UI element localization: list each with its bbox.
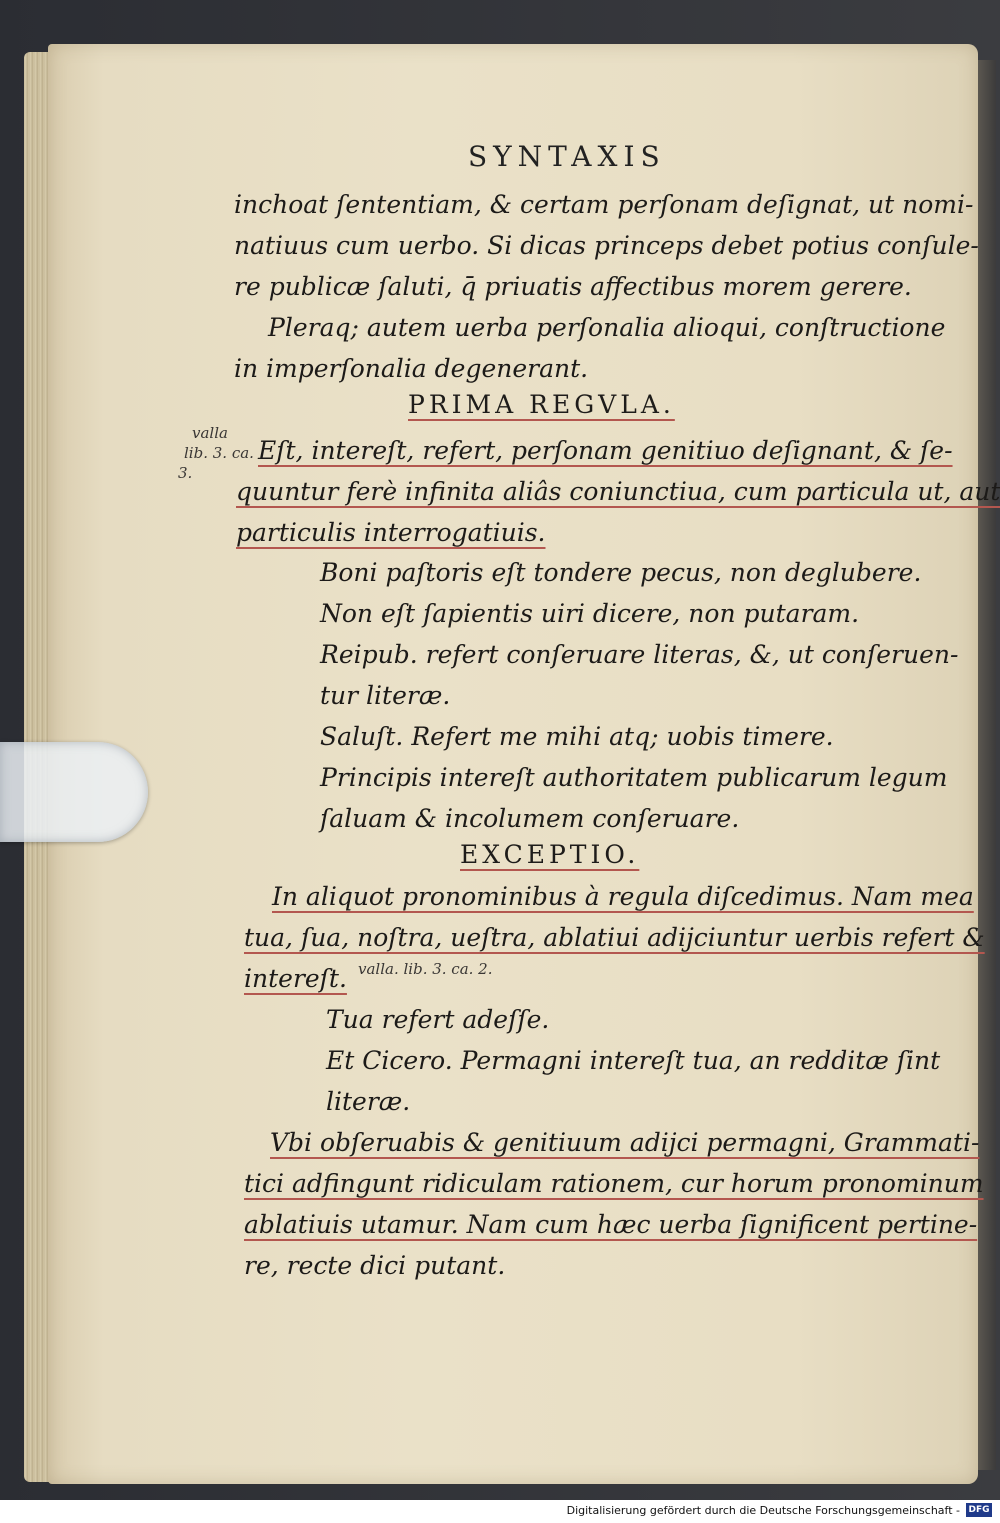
dfg-logo: DFG xyxy=(966,1503,992,1517)
margin-note: valla xyxy=(192,424,228,442)
rule-line: quuntur ferè infinita aliâs coniunctiua, cum particula ut, aut xyxy=(236,477,1000,506)
example-line: Et Cicero. Permagni intereſt tua, an redditæ ſint xyxy=(326,1046,941,1075)
footer-credit: Digitalisierung gefördert durch die Deutsche Forschungsgemeinschaft - xyxy=(566,1504,960,1517)
closing-line: ablatiuis utamur. Nam cum hæc uerba ſignificent pertine- xyxy=(244,1210,978,1239)
section-heading-exceptio: EXCEPTIO. xyxy=(460,840,640,869)
margin-note: lib. 3. ca. xyxy=(184,444,254,462)
example-line: Principis intereſt authoritatem publicarum legum xyxy=(320,763,948,792)
example-line: Boni paſtoris eſt tondere pecus, non deglubere. xyxy=(320,558,922,587)
margin-note: valla. lib. 3. ca. 2. xyxy=(358,960,493,978)
text-line: inchoat ſententiam, & certam perſonam deſignat, ut nomi- xyxy=(234,190,974,219)
book-spine-shadow xyxy=(978,60,996,1470)
running-head: SYNTAXIS xyxy=(468,140,666,173)
text-line: re publicæ ſaluti, q̄ priuatis affectibus morem gerere. xyxy=(234,272,912,301)
exception-line: In aliquot pronominibus à regula diſcedimus. Nam mea xyxy=(272,882,974,911)
exception-line: tua, ſua, noſtra, ueſtra, ablatiui adijciuntur uerbis refert & xyxy=(244,923,985,952)
rule-line: particulis interrogatiuis. xyxy=(236,518,546,547)
rule-line: Eſt, intereſt, refert, perſonam genitiuo deſignant, & ſe- xyxy=(258,436,953,465)
example-line: Non eſt ſapientis uiri dicere, non putaram. xyxy=(320,599,860,628)
closing-line: Vbi obſeruabis & genitiuum adijci permagni, Grammati- xyxy=(270,1128,980,1157)
closing-line: re, recte dici putant. xyxy=(244,1251,506,1280)
text-line: in imperſonalia degenerant. xyxy=(234,354,589,383)
section-heading-prima-regula: PRIMA REGVLA. xyxy=(408,390,675,419)
margin-note: 3. xyxy=(178,464,193,482)
text-line: natiuus cum uerbo. Si dicas princeps debet potius conſule- xyxy=(234,231,979,260)
example-line: ſaluam & incolumem conſeruare. xyxy=(320,804,740,833)
closing-line: tici adfingunt ridiculam rationem, cur horum pronominum xyxy=(244,1169,984,1198)
text-line: Pleraq; autem uerba perſonalia alioqui, conſtructione xyxy=(268,313,946,342)
example-line: Saluſt. Refert me mihi atq; uobis timere. xyxy=(320,722,834,751)
exception-line: intereſt. xyxy=(244,964,347,993)
example-line: Reipub. refert conſeruare literas, &, ut conſeruen- xyxy=(320,640,959,669)
example-line: literæ. xyxy=(326,1087,411,1116)
example-line: tur literæ. xyxy=(320,681,451,710)
page-clip xyxy=(0,742,148,842)
example-line: Tua refert adeſſe. xyxy=(326,1005,550,1034)
